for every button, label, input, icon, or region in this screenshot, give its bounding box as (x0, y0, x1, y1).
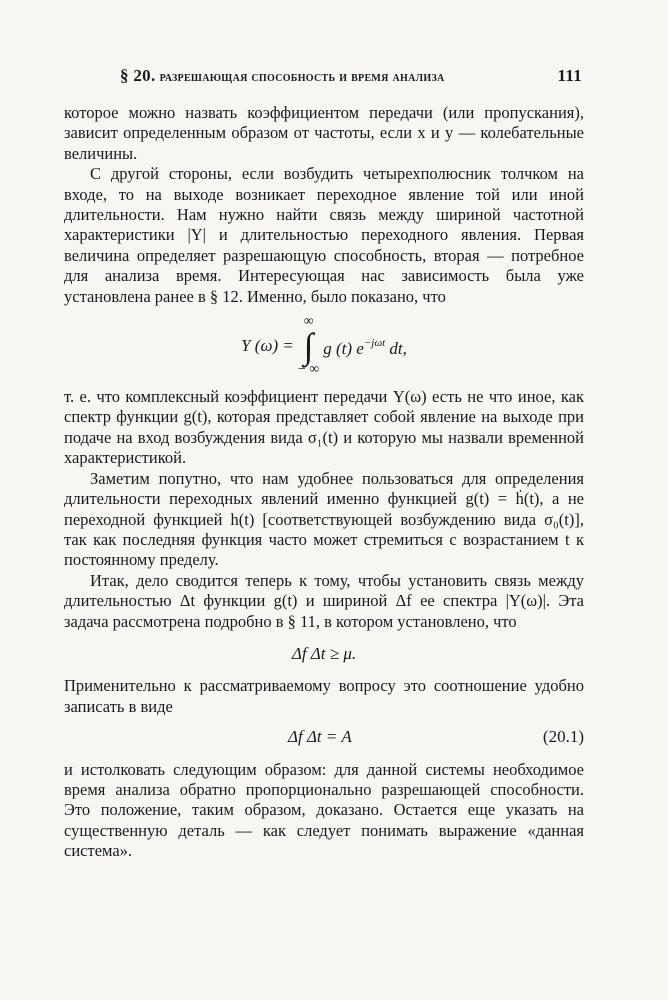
inequality-formula: Δf Δt ≥ μ. (291, 643, 357, 663)
section-title: разрешающая способность и время анализа (159, 70, 445, 85)
integral-exponent: −jωt (363, 336, 386, 349)
paragraph-6: Применительно к рассматриваемому вопросу это соотношение удобно записать в виде (64, 676, 584, 716)
integral-lower-limit: − ∞ (297, 362, 320, 378)
equation-20-1 (64, 727, 584, 747)
paragraph-5: Итак, дело сводится теперь к тому, чтобы установить связь между длительностью Δt функции g(t) и шириной Δf ее спектра |Y(ω)|. Эта задача рассмотрена подробно в § 11, в котором установлено, что (64, 570, 584, 631)
paragraph-2: С другой стороны, если возбудить четырехполюсник толчком на входе, то на выходе возникает переходное явление той или иной длительности. Нам нужно найти связь между шириной частотной характеристики |Y| и длительностью переходного явления. Первая величина определяет разрешающую способность, вторая — потребное для анализа время. Интересующая нас зависимость была уже установлена ранее в § 12. Именно, было показано, что (64, 164, 584, 306)
paragraph-3: т. е. что комплексный коэффициент передачи Y(ω) есть не что иное, как спектр функции g(t), которая представляет собой явление на выходе при подаче на вход возбуждения вида σ₁(t) и которую мы назвали временной характеристикой. (64, 387, 584, 468)
page-number: 111 (557, 66, 582, 85)
integral-sign (298, 315, 319, 377)
integral-symbol-icon: ∫ (303, 326, 314, 367)
paragraph-1: которое можно назвать коэффициентом передачи (или пропускания), зависит определенным образом от частоты, если x и y — колебательные величины. (64, 103, 584, 163)
page-body (64, 103, 584, 862)
equation-expression: Δf Δt = A (288, 727, 352, 747)
paragraph-4: Заметим попутно, что нам удобнее пользоваться для определения длительности переходных явлений именно функцией g(t) = ḣ(t), а не переходной функцией h(t) [соответствующей возбуждению вида σ₀(t)], так как последняя функция часто может стремиться с возрастанием t к постоянному пределу. (64, 468, 584, 570)
paragraph-7: и истолковать следующим образом: для данной системы необходимое время анализа обратно пропорционально разрешающей способности. Это положение, таким образом, доказано. Остается еще указать на существенную деталь — как следует понимать выражение «данная система». (64, 759, 584, 861)
equation-number: (20.1) (542, 727, 584, 747)
integral-lhs: Y (ω) = (241, 335, 294, 355)
integral-body: g (t) e (323, 338, 364, 358)
integral-formula (64, 315, 584, 377)
integral-upper-limit: ∞ (303, 314, 314, 330)
integral-differential: dt, (389, 338, 407, 358)
running-header (120, 66, 582, 86)
section-number: § 20. (120, 66, 156, 85)
